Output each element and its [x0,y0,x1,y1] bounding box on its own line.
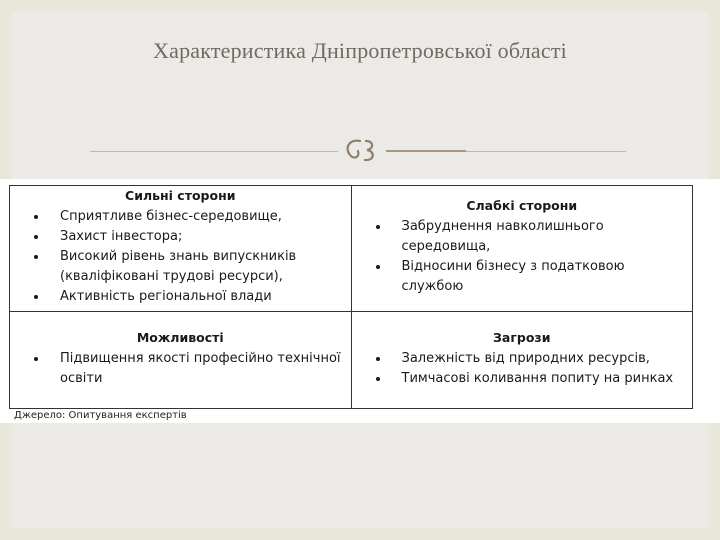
opportunities-cell [10,312,352,409]
list-item: • Високий рівень знань випускників (кваліфіковані трудові ресурси), [48,247,343,287]
divider-right [466,151,626,152]
divider-middle [386,150,466,152]
list-item: • Залежність від природних ресурсів, [390,349,685,369]
list-item: • Тимчасові коливання попиту на ринках [390,369,685,389]
weaknesses-list [360,217,685,297]
strengths-list [18,207,343,307]
slide-title: Характеристика Дніпропетровської області [153,38,567,63]
threats-heading: Загрози [493,329,551,345]
source-note: Джерело: Опитування експертів [14,410,187,421]
swot-table [9,185,693,409]
swot-table-image [0,179,720,423]
divider-left [90,151,338,152]
list-item: • Підвищення якості професійно технічної освіти [48,349,343,389]
opportunities-heading: Можливості [136,329,224,345]
list-item: • Забруднення навколишнього середовища, [390,217,685,257]
weaknesses-heading: Слабкі сторони [466,198,578,213]
threats-list [360,349,685,389]
list-item: • Захист інвестора; [48,227,343,247]
list-item: • Активність регіональної влади [48,287,343,307]
weaknesses-cell [351,186,693,312]
opportunities-list [18,349,343,389]
strengths-heading: Сильні сторони [125,188,236,203]
flourish-ornament-icon [338,135,386,167]
strengths-cell [10,186,352,312]
threats-cell [351,312,693,409]
list-item: • Сприятливе бізнес-середовище, [48,207,343,227]
list-item: • Відносини бізнесу з податковою службою [390,257,685,297]
